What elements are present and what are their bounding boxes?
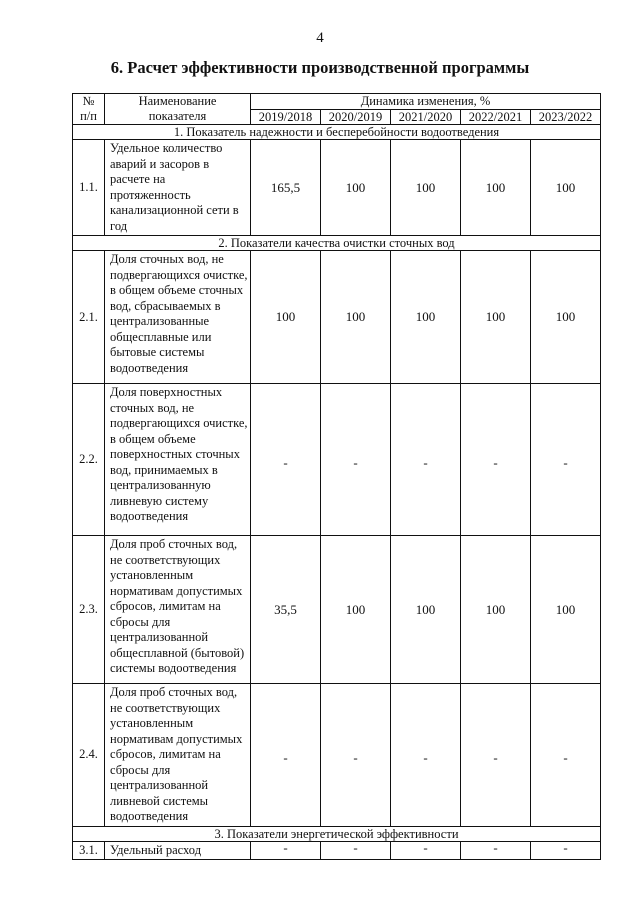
value-cell: 100 <box>391 140 461 236</box>
value-cell: - <box>251 384 321 536</box>
value-cell: - <box>391 841 461 860</box>
value-cell: - <box>531 841 601 860</box>
row-number: 2.1. <box>73 251 105 384</box>
year-header: 2022/2021 <box>461 110 531 125</box>
value-cell: 100 <box>321 140 391 236</box>
value-cell: - <box>321 684 391 827</box>
indicator-name: Доля проб сточных вод, не соответствующих установленным нормативам допустимых сбросов, лимитам на сбросы для централизованной общесплавной (бытовой) системы водоотведения <box>105 536 251 684</box>
row-number: 3.1. <box>73 841 105 860</box>
value-cell: 100 <box>321 536 391 684</box>
value-cell: - <box>251 841 321 860</box>
row-number: 2.2. <box>73 384 105 536</box>
value-cell: 100 <box>321 251 391 384</box>
col-header-num <box>73 94 105 125</box>
value-cell: - <box>251 684 321 827</box>
col-header-name-line2: показателя <box>148 109 207 123</box>
indicator-name: Удельное количество аварий и засоров в расчете на протяженность канализационной сети в год <box>105 140 251 236</box>
year-header: 2023/2022 <box>531 110 601 125</box>
year-header: 2021/2020 <box>391 110 461 125</box>
page-number: 4 <box>316 30 324 46</box>
indicator-name: Доля проб сточных вод, не соответствующих установленным нормативам допустимых сбросов, лимитам на сбросы для централизованной ливневой системы водоотведения <box>105 684 251 827</box>
value-cell: 100 <box>461 536 531 684</box>
value-cell: 100 <box>531 140 601 236</box>
value-cell: 100 <box>461 251 531 384</box>
value-cell: - <box>531 684 601 827</box>
section-header: 1. Показатель надежности и бесперебойности водоотведения <box>73 125 601 140</box>
value-cell: 100 <box>251 251 321 384</box>
value-cell: 100 <box>391 536 461 684</box>
section-header: 3. Показатели энергетической эффективности <box>73 826 601 841</box>
efficiency-table <box>72 93 601 860</box>
page-title: 6. Расчет эффективности производственной программы <box>110 58 530 77</box>
col-header-dynamics: Динамика изменения, % <box>251 94 601 110</box>
year-header: 2019/2018 <box>251 110 321 125</box>
indicator-name: Доля сточных вод, не подвергающихся очистке, в общем объеме сточных вод, сбрасываемых в централизованные общесплавные или бытовые системы водоотведения <box>105 251 251 384</box>
value-cell: - <box>391 684 461 827</box>
value-cell: - <box>461 684 531 827</box>
value-cell: 100 <box>461 140 531 236</box>
value-cell: - <box>531 384 601 536</box>
indicator-name: Удельный расход <box>105 841 251 860</box>
value-cell: - <box>391 384 461 536</box>
col-header-num-line2: п/п <box>80 109 97 123</box>
value-cell: - <box>321 841 391 860</box>
year-header: 2020/2019 <box>321 110 391 125</box>
col-header-num-line1: № <box>82 94 95 108</box>
value-cell: - <box>461 384 531 536</box>
value-cell: 100 <box>391 251 461 384</box>
value-cell: 165,5 <box>251 140 321 236</box>
value-cell: 35,5 <box>251 536 321 684</box>
col-header-name-line1: Наименование <box>138 94 217 108</box>
value-cell: - <box>321 384 391 536</box>
section-header: 2. Показатели качества очистки сточных вод <box>73 236 601 251</box>
row-number: 1.1. <box>73 140 105 236</box>
indicator-name: Доля поверхностных сточных вод, не подвергающихся очистке, в общем объеме поверхностных сточных вод, принимаемых в централизованную ливневую систему водоотведения <box>105 384 251 536</box>
value-cell: 100 <box>531 536 601 684</box>
row-number: 2.3. <box>73 536 105 684</box>
row-number: 2.4. <box>73 684 105 827</box>
col-header-name <box>105 94 251 125</box>
value-cell: - <box>461 841 531 860</box>
value-cell: 100 <box>531 251 601 384</box>
